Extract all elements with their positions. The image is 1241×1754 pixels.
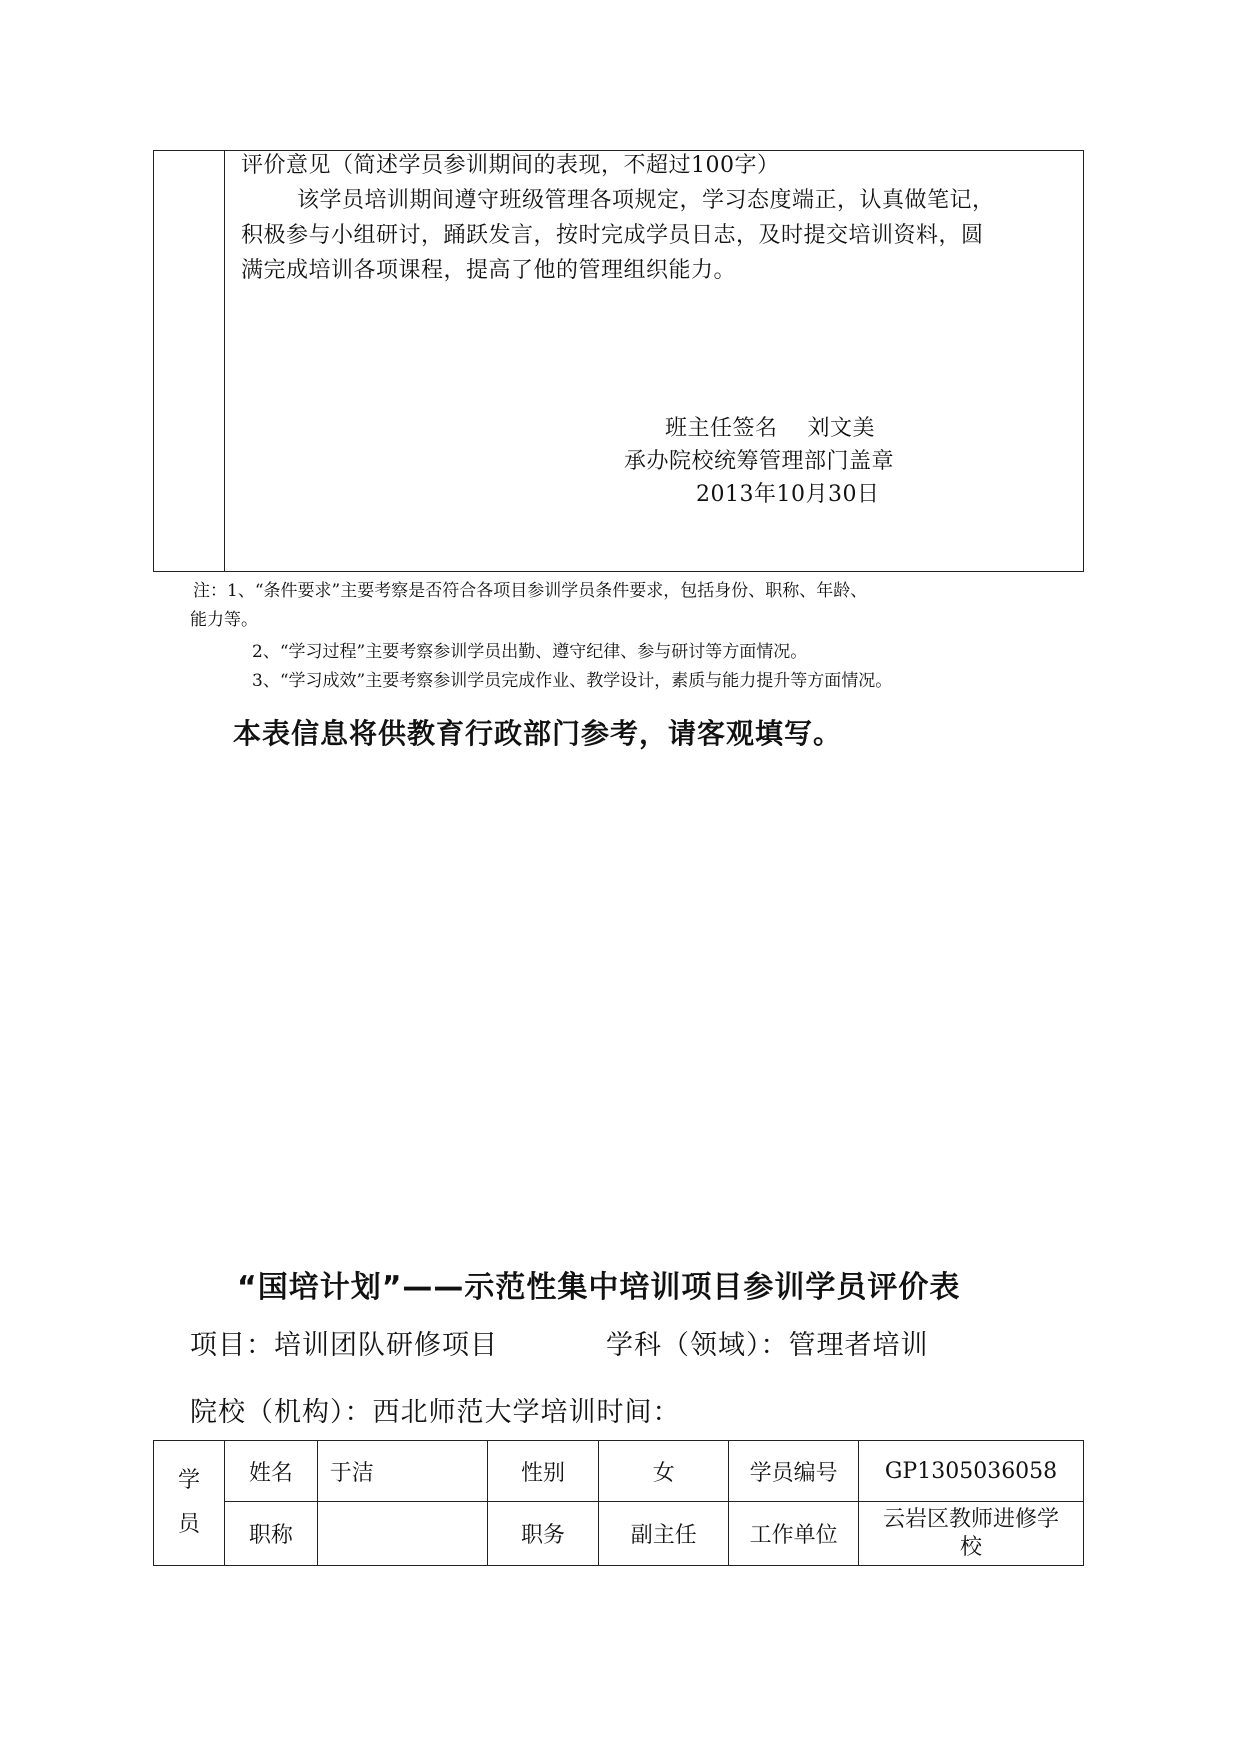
table-row [154, 1502, 1084, 1566]
bold-notice: 本表信息将供教育行政部门参考，请客观填写。 [233, 717, 843, 750]
teacher-signature: 班主任签名 刘文美 [665, 416, 875, 441]
table-row [154, 1441, 1084, 1502]
evaluation-date: 2013年10月30日 [696, 482, 880, 507]
evaluation-body-line-1: 该学员培训期间遵守班级管理各项规定，学习态度端正，认真做笔记， [297, 188, 995, 213]
evaluation-body-line-2: 积极参与小组研讨，踊跃发言，按时完成学员日志，及时提交培训资料，圆 [241, 223, 984, 248]
name-label: 姓名 [224, 1441, 317, 1502]
note-1-continued: 能力等。 [190, 610, 258, 630]
gender-value: 女 [599, 1441, 729, 1502]
title-value [317, 1502, 487, 1566]
gender-label: 性别 [487, 1441, 599, 1502]
student-id-value: GP1305036058 [859, 1441, 1084, 1502]
group-label-char-1: 学 [177, 1468, 200, 1493]
work-unit-label: 工作单位 [729, 1502, 859, 1566]
subject-line: 学科（领域）：管理者培训 [606, 1330, 929, 1361]
note-3: 3、“学习成效”主要考察参训学员完成作业、教学设计，素质与能力提升等方面情况。 [252, 671, 893, 691]
note-1: 注：1、“条件要求”主要考察是否符合各项目参训学员条件要求，包括身份、职称、年龄、 [193, 581, 868, 601]
evaluation-heading: 评价意见（简述学员参训期间的表现，不超过100字） [241, 153, 780, 178]
work-unit-value [859, 1502, 1084, 1566]
position-value: 副主任 [599, 1502, 729, 1566]
student-id-label: 学员编号 [729, 1441, 859, 1502]
project-line: 项目：培训团队研修项目 [190, 1330, 498, 1361]
position-label: 职务 [487, 1502, 599, 1566]
stamp-label: 承办院校统筹管理部门盖章 [624, 449, 895, 474]
form-title: “国培计划”——示范性集中培训项目参训学员评价表 [237, 1270, 961, 1305]
title-label: 职称 [224, 1502, 317, 1566]
work-unit-value-line-1: 云岩区教师进修学 [883, 1506, 1060, 1532]
student-info-table [153, 1440, 1084, 1566]
group-label-char-2: 员 [177, 1512, 200, 1537]
evaluation-body-line-3: 满完成培训各项课程，提高了他的管理组织能力。 [241, 258, 737, 283]
institution-line: 院校（机构）：西北师范大学培训时间： [190, 1397, 681, 1428]
name-value: 于洁 [317, 1441, 487, 1502]
student-group-label [154, 1441, 225, 1566]
evaluation-column-divider [224, 151, 225, 571]
work-unit-value-line-2: 校 [960, 1534, 983, 1560]
note-2: 2、“学习过程”主要考察参训学员出勤、遵守纪律、参与研讨等方面情况。 [252, 642, 808, 662]
